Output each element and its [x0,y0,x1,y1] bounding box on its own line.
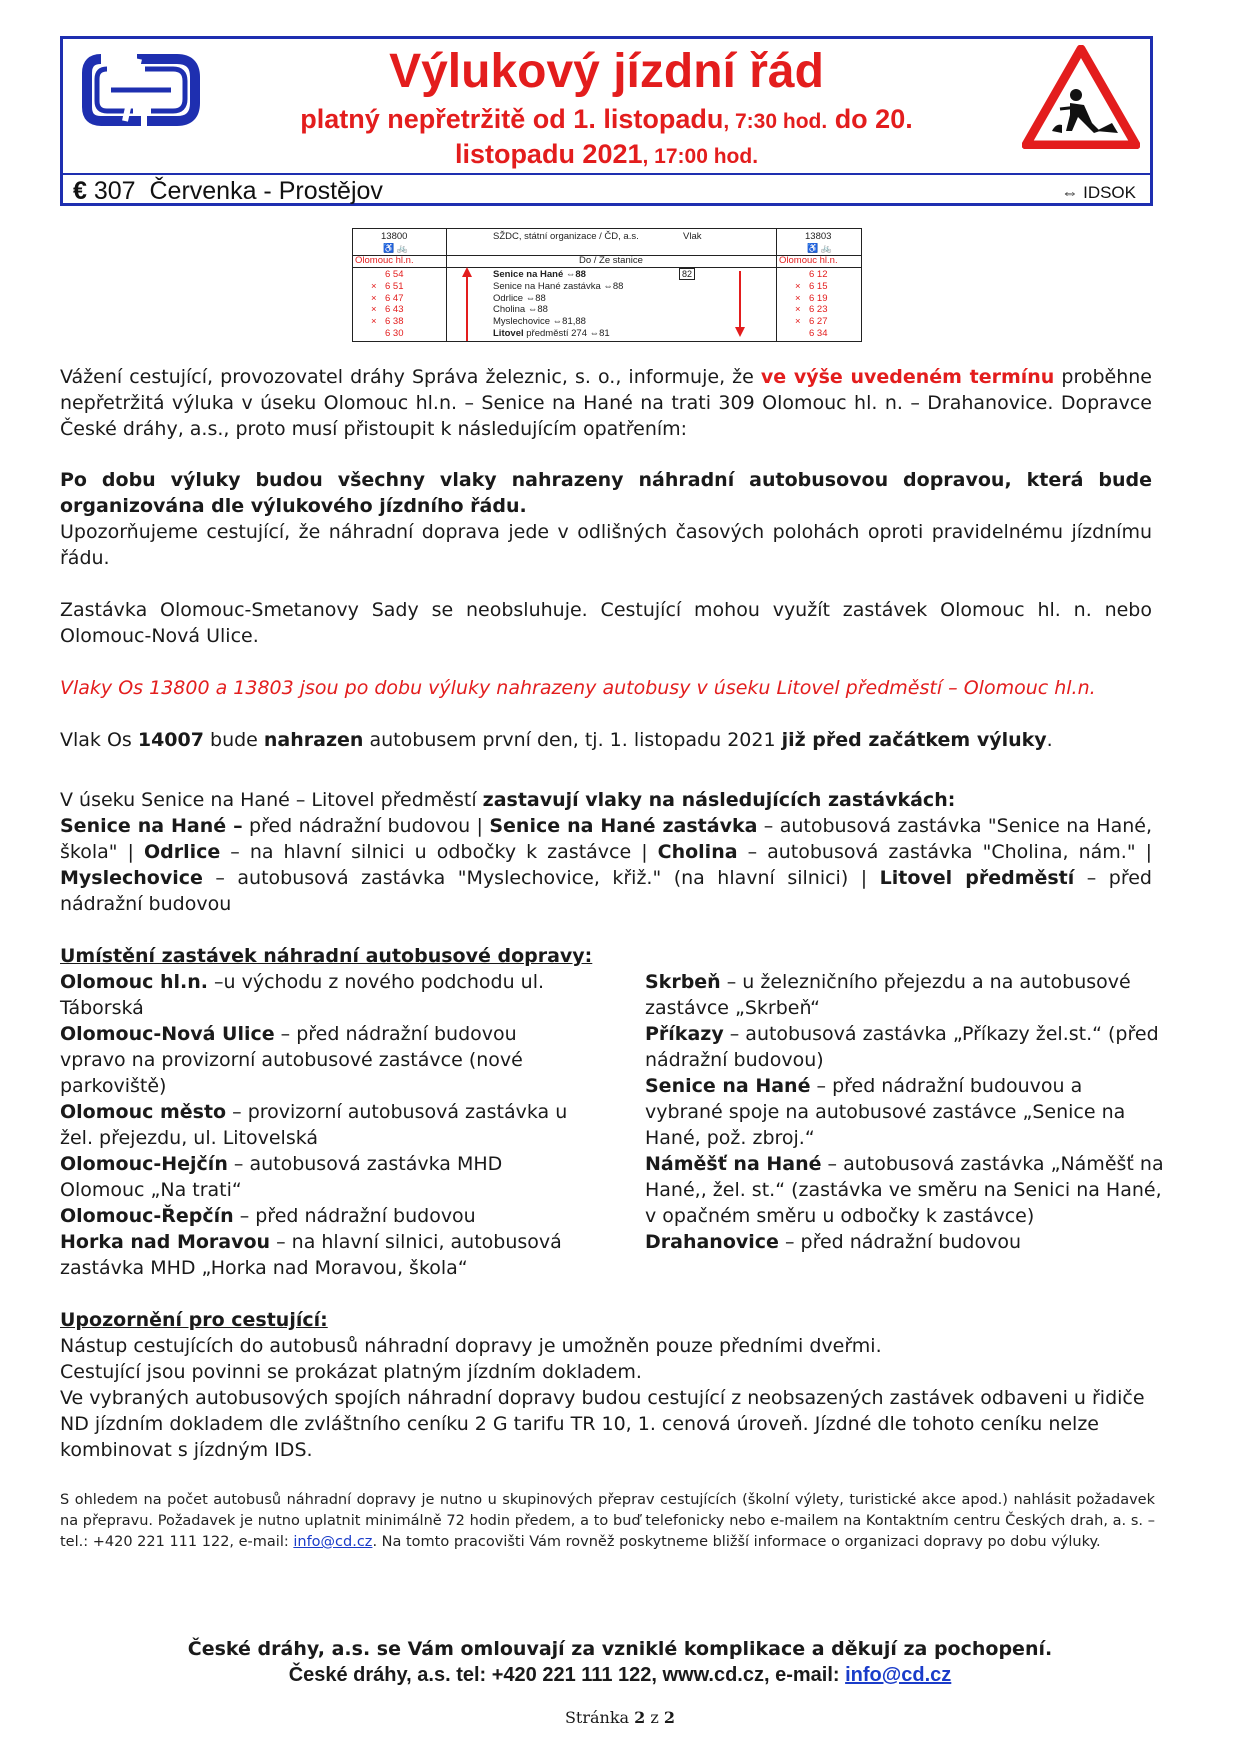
cancel-mark: × [795,304,801,316]
page-total: 2 [663,1708,676,1727]
location-name: Horka nad Moravou [60,1231,271,1253]
timetable [352,228,862,342]
cancel-mark: × [795,292,801,304]
station-name: Odrlice ⇔88 [493,292,546,304]
stop-desc: – na hlavní silnici u odbočky k zastávce | [220,841,658,863]
replacement-paragraph [60,467,1152,571]
stops-intro-a: V úseku Senice na Hané – Litovel předměstí [60,789,483,811]
road-works-warning-icon [1022,45,1140,149]
footer-email-link[interactable]: info@cd.cz [845,1664,952,1686]
right-time: 6 15 [809,280,828,292]
stop-desc: – autobusová zastávka "Senice na Hané, škola" | [60,815,1152,863]
right-time: 6 23 [809,304,828,316]
location-item [645,969,1165,1021]
cd-logo-icon [81,49,201,131]
page-of: z [645,1708,664,1727]
timetable-divider-2 [353,267,861,268]
location-desc: –u východu z nového podchodu ul. Táborská [60,971,545,1019]
location-desc: – provizorní autobusová zastávka u žel. přejezdu, ul. Litovelská [60,1101,568,1149]
locations-heading [60,943,1152,969]
intro-text-b: proběhne nepřetržitá výluka v úseku Olomouc hl.n. – Senice na Hané na trati 309 Olomouc hl. n. – Drahanovice. Dopravce České dráhy, a.s., proto musí přistoupit k následujícím opatřením: [60,366,1152,440]
left-origin: Olomouc hl.n. [355,255,414,266]
stop-desc: před nádražní budovou | [242,815,490,837]
station-name: Cholina ⇔88 [493,304,548,316]
location-item [60,969,580,1021]
stop-name: Senice na Hané – [60,815,243,837]
cancel-mark: × [371,280,377,292]
location-item [60,1099,580,1151]
train-symbol-icon: € [73,177,87,205]
p5-c: bude [203,729,264,751]
direction-header: Do / Ze stanice [579,255,643,266]
station-name: Senice na Hané ⇔88 [493,269,586,280]
location-desc: – před nádražní budovou [233,1205,476,1227]
footer-apology: České dráhy, a.s. se Vám omlouvají za vzniklé komplikace a děkují za pochopení. [187,1638,1053,1660]
group-info-text-b: . Na tomto pracovišti Vám rovněž poskytneme bližší informace o organizaci dopravy po dobu výluky. [372,1534,1101,1550]
group-travel-info [60,1490,1155,1553]
intro-paragraph [60,364,1152,442]
left-train-number: 13800 [381,231,408,242]
route-line [73,177,383,206]
station-name: Litovel předměstí 274 ⇔81 [493,328,610,339]
notice-section [60,1307,1152,1463]
notice-line: Nástup cestujících do autobusů náhradní dopravy je umožněn pouze předními dveřmi. [60,1335,882,1357]
replacement-bold: Po dobu výluky budou všechny vlaky nahrazeny náhradní autobusovou dopravou, která bude organizována dle výlukového jízdního řádu. [60,469,1152,517]
header-top [63,39,1150,175]
cancel-mark: × [371,292,377,304]
locations-right-column [645,969,1165,1255]
p5-a: Vlak Os [60,729,138,751]
validity-part2: , 7:30 hod. [723,110,828,133]
right-time: 6 34 [809,328,828,339]
footer-contact-text: České dráhy, a.s. tel: +420 221 111 122, www.cd.cz, e-mail: [288,1664,846,1686]
location-item [60,1229,580,1281]
location-name: Náměšť na Hané [645,1153,822,1175]
location-desc: – u železničního přejezdu a na autobusové zastávce „Skrbeň“ [645,971,1131,1019]
page-label: Stránka [564,1708,635,1727]
right-time: 6 12 [809,269,828,280]
transfer-arrow-icon: ⇔ [1061,183,1079,202]
p5-g: . [1046,729,1053,751]
location-desc: – před nádražní budovou [778,1231,1021,1253]
location-item [645,1073,1165,1151]
location-item [60,1021,580,1099]
stop-name: Odrlice [143,841,221,863]
down-arrow-icon [734,267,746,339]
os-trains-notice: Vlaky Os 13800 a 13803 jsou po dobu výluky nahrazeny autobusy v úseku Litovel předměstí – Olomouc hl.n. [60,677,1096,699]
intro-term-highlight: ve výše uvedeném termínu [760,366,1055,388]
timetable-operator: SŽDC, státní organizace / ČD, a.s. [493,231,639,242]
right-time: 6 27 [809,316,828,328]
left-time: 6 54 [385,269,404,280]
page-current: 2 [634,1708,646,1727]
header-box [60,36,1153,206]
validity-part5: , 17:00 hod. [642,145,759,168]
location-desc: – před nádražní budovou vpravo na provizorní autobusové zastávce (nové parkoviště) [60,1023,523,1097]
os-14007-paragraph [60,727,1152,753]
intro-text-a: Vážení cestující, provozovatel dráhy Správa železnic, s. o., informuje, že [60,366,761,388]
p5-e: autobusem první den, tj. 1. listopadu 2021 [363,729,782,751]
location-desc: – autobusová zastávka MHD Olomouc „Na trati“ [60,1153,503,1201]
route-number: 307 [93,177,136,205]
stop-name: Myslechovice [60,867,203,889]
location-item [60,1151,580,1203]
timetable-badge: 82 [679,268,695,280]
validity-period [223,103,990,173]
location-name: Skrbeň [645,971,721,993]
route-name: Červenka - Prostějov [149,177,383,205]
right-train-number: 13803 [805,231,832,242]
idsok-label [1061,183,1136,203]
p5-b: 14007 [137,729,204,751]
location-name: Olomouc-Hejčín [60,1153,228,1175]
page-title: Výlukový jízdní řád [389,45,824,98]
left-time: 6 51 [385,280,404,292]
notice-heading: Upozornění pro cestující: [60,1309,328,1331]
location-item [645,1151,1165,1229]
cancel-mark: × [371,304,377,316]
validity-part4: listopadu 2021 [454,139,643,169]
locations-heading-text: Umístění zastávek náhradní autobusové dopravy: [60,945,593,967]
left-train-icons: ♿ 🚲 [383,243,408,253]
location-item [645,1021,1165,1073]
cancel-mark: × [795,316,801,328]
location-name: Olomouc město [60,1101,227,1123]
right-time: 6 19 [809,292,828,304]
stop-desc: – před nádražní budovou [60,867,1152,915]
cancel-mark: × [795,280,801,292]
location-item [645,1229,1165,1255]
location-name: Olomouc-Řepčín [60,1205,234,1227]
stop-name: Cholina [657,841,738,863]
left-time: 6 30 [385,328,404,339]
location-name: Olomouc hl.n. [60,971,208,993]
left-time: 6 38 [385,316,404,328]
validity-part1: platný nepřetržitě od 1. listopadu [300,104,724,134]
station-name: Myslechovice ⇔81,88 [493,316,586,328]
timetable-vlak-label: Vlak [683,231,702,242]
stop-name: Senice na Hané zastávka [489,815,758,837]
validity-part3: do 20. [827,104,913,134]
up-arrow-icon [461,267,473,341]
notice-line: Ve vybraných autobusových spojích náhradní dopravy budou cestující z neobsazených zastávek odbaveni u řidiče ND jízdním dokladem dle zvláštního ceníku 2 G tarifu TR 10, 1. cenová úroveň. Jízdné dle tohoto ceníku nelze kombinovat s jízdným IDS. [60,1387,1145,1461]
location-desc: – autobusová zastávka „Náměšť na Hané,, žel. st.“ (zastávka ve směru na Senici na Hané, v opačném směru u odbočky k zastávce) [645,1153,1164,1227]
location-desc: – před nádražní budouvou a vybrané spoje na autobusové zastávce „Senice na Hané, pož. zbroj.“ [645,1075,1126,1149]
idsok-text: IDSOK [1083,183,1136,202]
location-item [60,1203,580,1229]
group-info-email-link[interactable]: info@cd.cz [293,1534,373,1550]
stop-desc: – autobusová zastávka "Cholina, nám." | [737,841,1152,863]
train-stops-paragraph [60,787,1152,917]
locations-left-column [60,969,580,1281]
page-number [0,1708,1240,1727]
footer-contact [0,1664,1240,1687]
location-name: Drahanovice [645,1231,779,1253]
location-name: Olomouc-Nová Ulice [60,1023,275,1045]
location-name: Příkazy [645,1023,724,1045]
right-train-icons: ♿ 🚲 [807,243,832,253]
p5-f: již před začátkem výluky [781,729,1047,751]
stop-name: Litovel předměstí [879,867,1075,889]
station-name: Senice na Hané zastávka ⇔88 [493,280,624,292]
smetanovy-sady-paragraph: Zastávka Olomouc-Smetanovy Sady se neobsluhuje. Cestující mohou využít zastávek Olomouc hl. n. nebo Olomouc-Nová Ulice. [60,599,1152,647]
stops-intro-b: zastavují vlaky na následujících zastávkách: [482,789,956,811]
right-origin: Olomouc hl.n. [779,255,838,266]
location-desc: – autobusová zastávka „Příkazy žel.st.“ (před nádražní budovou) [645,1023,1159,1071]
station-name-bold: Litovel [493,328,524,339]
location-name: Senice na Hané [645,1075,811,1097]
group-info-text-a: S ohledem na počet autobusů náhradní dopravy je nutno u skupinových přeprav cestujících (školní výlety, turistické akce apod.) nahlásit požadavek na přepravu. Požadavek je nutno uplatnit minimálně 72 hodin předem, a to buď telefonicky nebo e-mailem na Kontaktním centru Českých drah, a. s. – tel.: +420 221 111 122, e-mail: [60,1492,1155,1550]
cancel-mark: × [371,316,377,328]
notice-line: Cestující jsou povinni se prokázat platným jízdním dokladem. [60,1361,642,1383]
location-desc: – na hlavní silnici, autobusová zastávka MHD „Horka nad Moravou, škola“ [60,1231,562,1279]
left-time: 6 43 [385,304,404,316]
replacement-text: Upozorňujeme cestující, že náhradní doprava jede v odlišných časových polohách oproti pravidelnému jízdnímu řádu. [60,521,1152,569]
left-time: 6 47 [385,292,404,304]
p5-d: nahrazen [263,729,364,751]
stop-desc: – autobusová zastávka "Myslechovice, křiž." (na hlavní silnici) | [202,867,880,889]
